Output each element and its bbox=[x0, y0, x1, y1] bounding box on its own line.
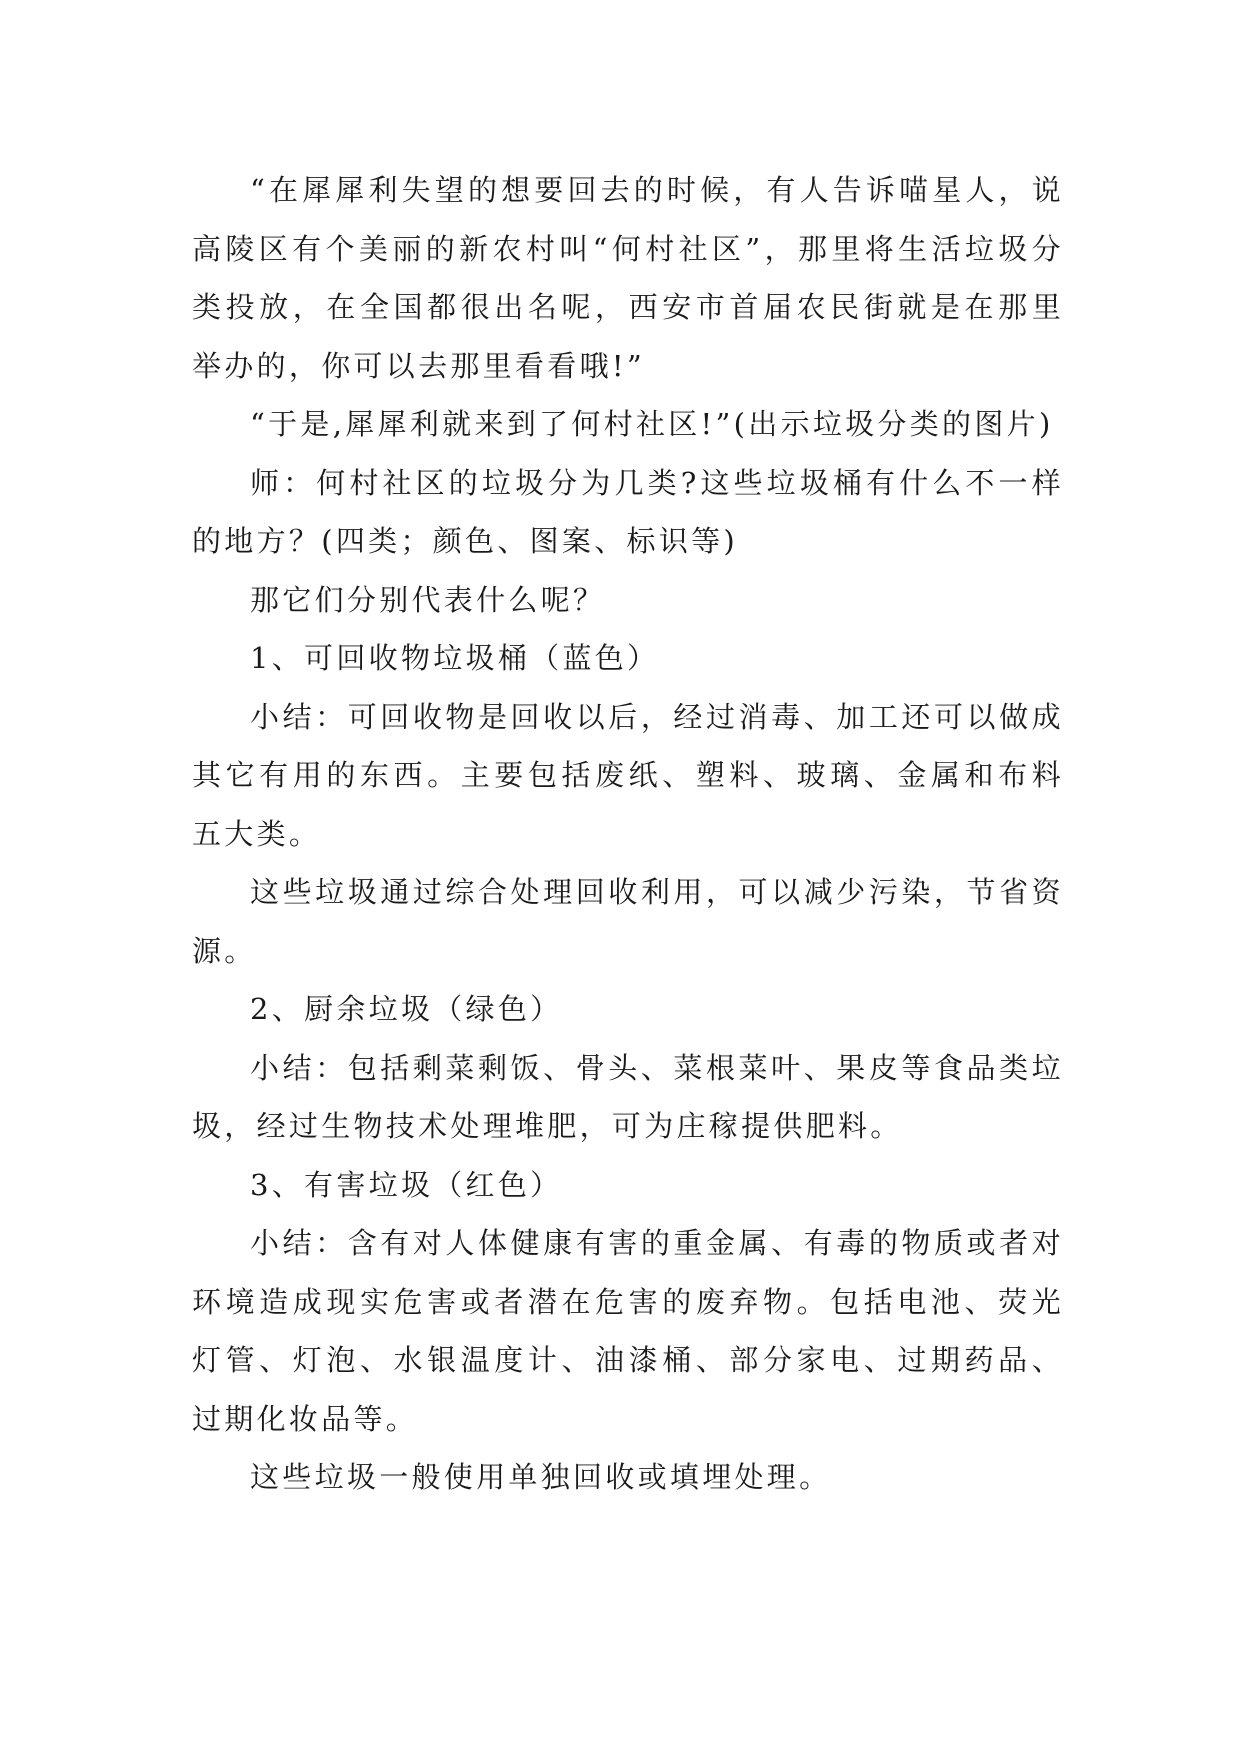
paragraph-story-hint: “在犀犀利失望的想要回去的时候，有人告诉喵星人，说高陵区有个美丽的新农村叫“何村社区”，那里将生活垃圾分类投放，在全国都很出名呢，西安市首届农民街就是在那里举办的，你可以去那里看看哦!” bbox=[192, 173, 1064, 383]
paragraph-hazardous-disposal: 这些垃圾一般使用单独回收或填埋处理。 bbox=[250, 1460, 832, 1494]
paragraph-kitchen-heading: 2、厨余垃圾（绿色） bbox=[250, 992, 563, 1026]
paragraph-arrival: “于是,犀犀利就来到了何村社区!”(出示垃圾分类的图片) bbox=[250, 407, 1054, 441]
paragraph-hazardous-summary: 小结：含有对人体健康有害的重金属、有毒的物质或者对环境造成现实危害或者潜在危害的废弃物。包括电池、荧光灯管、灯泡、水银温度计、油漆桶、部分家电、过期药品、过期化妆品等。 bbox=[192, 1226, 1064, 1436]
paragraph-recyclable-heading: 1、可回收物垃圾桶（蓝色） bbox=[250, 641, 660, 675]
document-body bbox=[192, 161, 1064, 1507]
paragraph-recyclable-summary: 小结：可回收物是回收以后，经过消毒、加工还可以做成其它有用的东西。主要包括废纸、塑料、玻璃、金属和布料五大类。 bbox=[192, 699, 1064, 851]
paragraph-hazardous-heading: 3、有害垃圾（红色） bbox=[250, 1167, 563, 1202]
paragraph-kitchen-summary: 小结：包括剩菜剩饭、骨头、菜根菜叶、果皮等食品类垃圾，经过生物技术处理堆肥，可为庄稼提供肥料。 bbox=[192, 1050, 1064, 1143]
paragraph-teacher-question: 师：何村社区的垃圾分为几类?这些垃圾桶有什么不一样的地方？(四类；颜色、图案、标识等) bbox=[192, 465, 1064, 558]
paragraph-question-meaning: 那它们分别代表什么呢？ bbox=[250, 582, 606, 617]
paragraph-recyclable-benefit: 这些垃圾通过综合处理回收利用，可以减少污染，节省资源。 bbox=[192, 875, 1064, 968]
